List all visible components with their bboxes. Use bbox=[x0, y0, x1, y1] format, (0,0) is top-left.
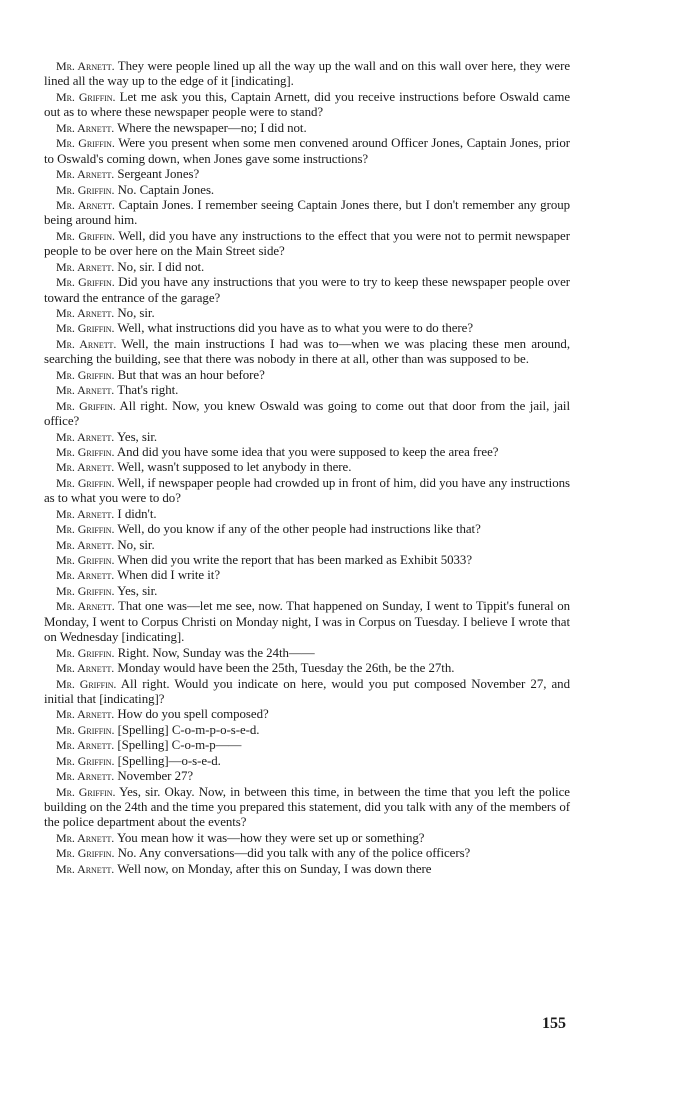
transcript-paragraph bbox=[44, 754, 570, 769]
utterance-text: That one was—let me see, now. That happened on Sunday, I went to Tippit's funeral on Monday, I went to Corpus Christi on Monday night, I was in Corpus on Tuesday. I believe I wrote that on Wednesday [indicating]. bbox=[44, 599, 571, 645]
utterance-text: [Spelling]—o-s-e-d. bbox=[117, 753, 221, 768]
utterance-text: Were you present when some men convened around Officer Jones, Captain Jones, prior to Oswald's coming down, when Jones gave some instructions? bbox=[44, 136, 570, 166]
utterance-text: No. Captain Jones. bbox=[117, 182, 215, 197]
transcript-paragraph bbox=[44, 522, 570, 537]
utterance-text: Right. Now, Sunday was the 24th—— bbox=[117, 645, 315, 660]
utterance-text: Well, what instructions did you have as to what you were to do there? bbox=[117, 321, 474, 336]
utterance-text: Well now, on Monday, after this on Sunday, I was down there bbox=[117, 861, 432, 876]
transcript-paragraph bbox=[44, 769, 570, 784]
transcript-paragraph bbox=[44, 646, 570, 661]
speaker-label: Mr. Griffin. bbox=[56, 645, 115, 660]
speaker-label: Mr. Griffin. bbox=[56, 722, 115, 737]
utterance-text: They were people lined up all the way up the wall and on this wall over here, they were lined all the way up to the edge of it [indicating]. bbox=[44, 59, 570, 89]
utterance-text: Well, the main instructions I had was to—when we was placing these men around, searching the building, see that there was nobody in there at all, other than was supposed to be. bbox=[44, 336, 571, 367]
utterance-text: Monday would have been the 25th, Tuesday the 26th, be the 27th. bbox=[117, 661, 455, 676]
utterance-text: And did you have some idea that you were supposed to keep the area free? bbox=[116, 444, 499, 459]
transcript-paragraph bbox=[44, 183, 570, 198]
speaker-label: Mr. Arnett. bbox=[56, 259, 115, 274]
transcript-paragraph bbox=[44, 661, 570, 676]
page-number: 155 bbox=[542, 1015, 566, 1032]
utterance-text: That's right. bbox=[117, 383, 179, 398]
speaker-label: Mr. Griffin. bbox=[56, 475, 115, 490]
speaker-label: Mr. Griffin. bbox=[56, 676, 117, 691]
speaker-label: Mr. Arnett. bbox=[56, 738, 115, 753]
transcript-paragraph bbox=[44, 337, 570, 368]
transcript-paragraph bbox=[44, 59, 570, 90]
utterance-text: You mean how it was—how they were set up or something? bbox=[116, 830, 425, 845]
speaker-label: Mr. Griffin. bbox=[56, 553, 115, 567]
utterance-text: I didn't. bbox=[117, 506, 157, 521]
utterance-text: Did you have any instructions that you were to try to keep these newspaper people over toward the entrance of the garage? bbox=[44, 275, 570, 305]
transcript-paragraph bbox=[44, 568, 570, 583]
speaker-label: Mr. Arnett. bbox=[56, 167, 115, 182]
transcript-paragraph bbox=[44, 445, 570, 460]
transcript-paragraph bbox=[44, 599, 570, 645]
transcript-paragraph bbox=[44, 677, 570, 708]
utterance-text: [Spelling] C-o-m-p-o-s-e-d. bbox=[117, 722, 260, 737]
speaker-label: Mr. Arnett. bbox=[56, 599, 115, 614]
speaker-label: Mr. Arnett. bbox=[56, 568, 115, 583]
speaker-label: Mr. Griffin. bbox=[56, 182, 115, 197]
speaker-label: Mr. Arnett. bbox=[56, 59, 115, 73]
utterance-text: Where the newspaper—no; I did not. bbox=[117, 120, 307, 135]
transcript-paragraph bbox=[44, 584, 570, 599]
transcript-paragraph bbox=[44, 723, 570, 738]
utterance-text: All right. Now, you knew Oswald was going to come out that door from the jail, jail office? bbox=[44, 398, 570, 429]
speaker-label: Mr. Griffin. bbox=[56, 583, 115, 598]
speaker-label: Mr. Arnett. bbox=[56, 506, 115, 521]
transcript-paragraph bbox=[44, 121, 570, 136]
speaker-label: Mr. Arnett. bbox=[56, 537, 115, 552]
utterance-text: When did I write it? bbox=[117, 568, 220, 583]
utterance-text: But that was an hour before? bbox=[117, 367, 265, 382]
speaker-label: Mr. Arnett. bbox=[56, 707, 115, 722]
transcript-paragraph bbox=[44, 538, 570, 553]
transcript-paragraph bbox=[44, 846, 570, 861]
transcript-paragraph bbox=[44, 368, 570, 383]
speaker-label: Mr. Arnett. bbox=[56, 120, 115, 135]
speaker-label: Mr. Arnett. bbox=[56, 306, 115, 320]
speaker-label: Mr. Griffin. bbox=[56, 367, 115, 382]
speaker-label: Mr. Arnett. bbox=[56, 861, 115, 876]
transcript-paragraph bbox=[44, 383, 570, 398]
speaker-label: Mr. Arnett. bbox=[56, 336, 117, 351]
utterance-text: Well, do you know if any of the other people had instructions like that? bbox=[117, 522, 481, 537]
utterance-text: Yes, sir. bbox=[116, 429, 158, 444]
utterance-text: All right. Would you indicate on here, would you put composed November 27, and initial that [indicating]? bbox=[44, 676, 570, 706]
speaker-label: Mr. Arnett. bbox=[56, 460, 115, 475]
transcript-body bbox=[44, 59, 570, 877]
speaker-label: Mr. Arnett. bbox=[56, 383, 115, 398]
utterance-text: When did you write the report that has been marked as Exhibit 5033? bbox=[117, 553, 472, 567]
speaker-label: Mr. Arnett. bbox=[56, 429, 115, 444]
utterance-text: Yes, sir. bbox=[117, 583, 158, 598]
transcript-paragraph bbox=[44, 862, 570, 877]
transcript-paragraph bbox=[44, 321, 570, 336]
speaker-label: Mr. Griffin. bbox=[56, 228, 115, 243]
transcript-paragraph bbox=[44, 460, 570, 475]
speaker-label: Mr. Griffin. bbox=[56, 136, 115, 151]
speaker-label: Mr. Griffin. bbox=[56, 444, 115, 459]
utterance-text: Sergeant Jones? bbox=[117, 167, 200, 182]
utterance-text: How do you spell composed? bbox=[117, 707, 269, 722]
transcript-paragraph bbox=[44, 90, 570, 121]
transcript-paragraph bbox=[44, 167, 570, 182]
transcript-paragraph bbox=[44, 507, 570, 522]
utterance-text: Let me ask you this, Captain Arnett, did you receive instructions before Oswald came out as to where these newspaper people were to stand? bbox=[44, 89, 570, 120]
transcript-paragraph bbox=[44, 785, 570, 831]
utterance-text: Well, if newspaper people had crowded up in front of him, did you have any instructions as to what you were to do? bbox=[44, 475, 570, 506]
transcript-paragraph bbox=[44, 198, 570, 229]
speaker-label: Mr. Griffin. bbox=[56, 89, 116, 104]
utterance-text: November 27? bbox=[117, 769, 194, 784]
transcript-paragraph bbox=[44, 707, 570, 722]
utterance-text: Well, wasn't supposed to let anybody in there. bbox=[117, 460, 352, 475]
utterance-text: [Spelling] C-o-m-p—— bbox=[117, 738, 242, 753]
transcript-paragraph bbox=[44, 275, 570, 306]
speaker-label: Mr. Arnett. bbox=[56, 661, 115, 676]
utterance-text: No, sir. I did not. bbox=[117, 259, 205, 274]
utterance-text: No, sir. bbox=[117, 306, 155, 320]
transcript-paragraph bbox=[44, 476, 570, 507]
transcript-paragraph bbox=[44, 738, 570, 753]
utterance-text: No, sir. bbox=[117, 537, 155, 552]
transcript-paragraph bbox=[44, 399, 570, 430]
speaker-label: Mr. Griffin. bbox=[56, 275, 115, 290]
transcript-paragraph bbox=[44, 260, 570, 275]
transcript-paragraph bbox=[44, 229, 570, 260]
speaker-label: Mr. Griffin. bbox=[56, 321, 115, 336]
speaker-label: Mr. Griffin. bbox=[56, 522, 115, 537]
speaker-label: Mr. Arnett. bbox=[56, 769, 115, 784]
transcript-paragraph bbox=[44, 430, 570, 445]
transcript-paragraph bbox=[44, 306, 570, 321]
speaker-label: Mr. Griffin. bbox=[56, 753, 115, 768]
utterance-text: Yes, sir. Okay. Now, in between this time, in between the time that you left the police building on the 24th and the time you prepared this statement, did you talk with any of the members of the police department about the events? bbox=[44, 784, 570, 830]
utterance-text: Well, did you have any instructions to the effect that you were not to permit newspaper people to be over here on the Main Street side? bbox=[44, 228, 570, 259]
speaker-label: Mr. Arnett. bbox=[56, 197, 115, 212]
transcript-paragraph bbox=[44, 136, 570, 167]
transcript-paragraph bbox=[44, 553, 570, 568]
transcript-paragraph bbox=[44, 831, 570, 846]
speaker-label: Mr. Griffin. bbox=[56, 846, 115, 861]
utterance-text: Captain Jones. I remember seeing Captain Jones there, but I don't remember any group being around him. bbox=[44, 197, 570, 228]
speaker-label: Mr. Arnett. bbox=[56, 830, 115, 845]
speaker-label: Mr. Griffin. bbox=[56, 784, 116, 799]
utterance-text: No. Any conversations—did you talk with any of the police officers? bbox=[117, 846, 471, 861]
speaker-label: Mr. Griffin. bbox=[56, 398, 116, 413]
